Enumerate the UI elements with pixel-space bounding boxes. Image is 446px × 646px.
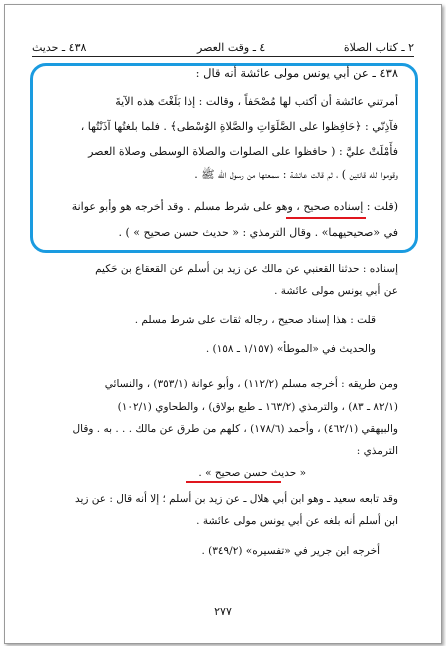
takhrij-line: ومن طريقه : أخرجه مسلم (١١٢/٢) ، وأبو عوانة (٣٥٣/١) ، والنسائي bbox=[104, 378, 398, 390]
comment-line: والحديث في «الموطأ» (١/١٥٧ ـ ١٥٨) . bbox=[205, 343, 376, 355]
takhrij-line: الترمذي : bbox=[356, 445, 398, 457]
takhrij-line: (٨٢/١ ـ ٨٣) ، والترمذي (١٦٣/٢ ـ طبع بولاق) ، والطحاوي (١٠٢/١) bbox=[117, 401, 398, 413]
follow-up-line: وقد تابعه سعيد ـ وهو ابن أبي هلال ـ عن زيد بن أسلم ؛ إلا أنه قال : عن زيد bbox=[74, 493, 398, 505]
header-hadith-number: ٤٣٨ ـ حديث bbox=[32, 41, 87, 54]
red-underline bbox=[286, 217, 366, 219]
grading-note-line: في «صحيحيهما» . وقال الترمذي : « حديث حسن صحيح » ) . bbox=[118, 226, 398, 239]
red-underline bbox=[186, 481, 281, 483]
hadith-text-line: أمرتني عائشة أن أكتب لها مُصْحَفاً ، وقالت : إذا بَلَغْتَ هذه الآيةَ bbox=[115, 95, 398, 108]
tirmidhi-quote: « حديث حسن صحيح » . bbox=[198, 467, 306, 479]
header-book-title: ٢ ـ كتاب الصلاة bbox=[343, 41, 414, 54]
hadith-heading: ٤٣٨ ـ عن أبي يونس مولى عائشة أنه قال : bbox=[195, 66, 398, 80]
follow-up-line: ابن أسلم أنه بلغه عن أبي يونس مولى عائشة . bbox=[196, 515, 398, 527]
comment-line: قلت : هذا إسناد صحيح ، رجاله ثقات على شرط مسلم . bbox=[134, 314, 376, 326]
hadith-text-line: وقوموا لله قانتين ) ، ثم قالت عائشة : سمعتها من رسول الله ﷺ . bbox=[194, 168, 398, 181]
takhrij-line: والبيهقي (٤٦٢/١) ، وأحمد (١٧٨/٦) ، كلهم من طرق عن مالك . . . به . وقال bbox=[72, 423, 398, 435]
isnad-line: عن أبي يونس مولى عائشة . bbox=[274, 285, 398, 297]
header-chapter-title: ٤ ـ وقت العصر bbox=[197, 41, 266, 54]
tafsir-reference-line: أخرجه ابن جرير في «تفسيره» (٣٤٩/٢) . bbox=[201, 545, 380, 557]
running-header bbox=[32, 40, 414, 56]
isnad-line: إسناده : حدثنا القعنبي عن مالك عن زيد بن أسلم عن القعقاع بن حَكيم bbox=[95, 263, 398, 275]
hadith-text-line: فأَمْلَتْ عليَّ : ( حافظوا على الصلوات والصلاة الوسطى وصلاة العصر bbox=[88, 145, 398, 158]
header-rule bbox=[32, 56, 414, 57]
page-number: ٢٧٧ bbox=[214, 605, 232, 618]
hadith-text-line: فآذِنّي : ﴿حَافِظوا على الصَّلَوَاتِ والصَّلاةِ الوُسْطى﴾ . فلما بلغتُها آذَنْتُها ، bbox=[80, 120, 398, 133]
grading-note-line: (قلت : إسناده صحيح ، وهو على شرط مسلم . وقد أخرجه هو وأبو عوانة bbox=[71, 200, 398, 213]
